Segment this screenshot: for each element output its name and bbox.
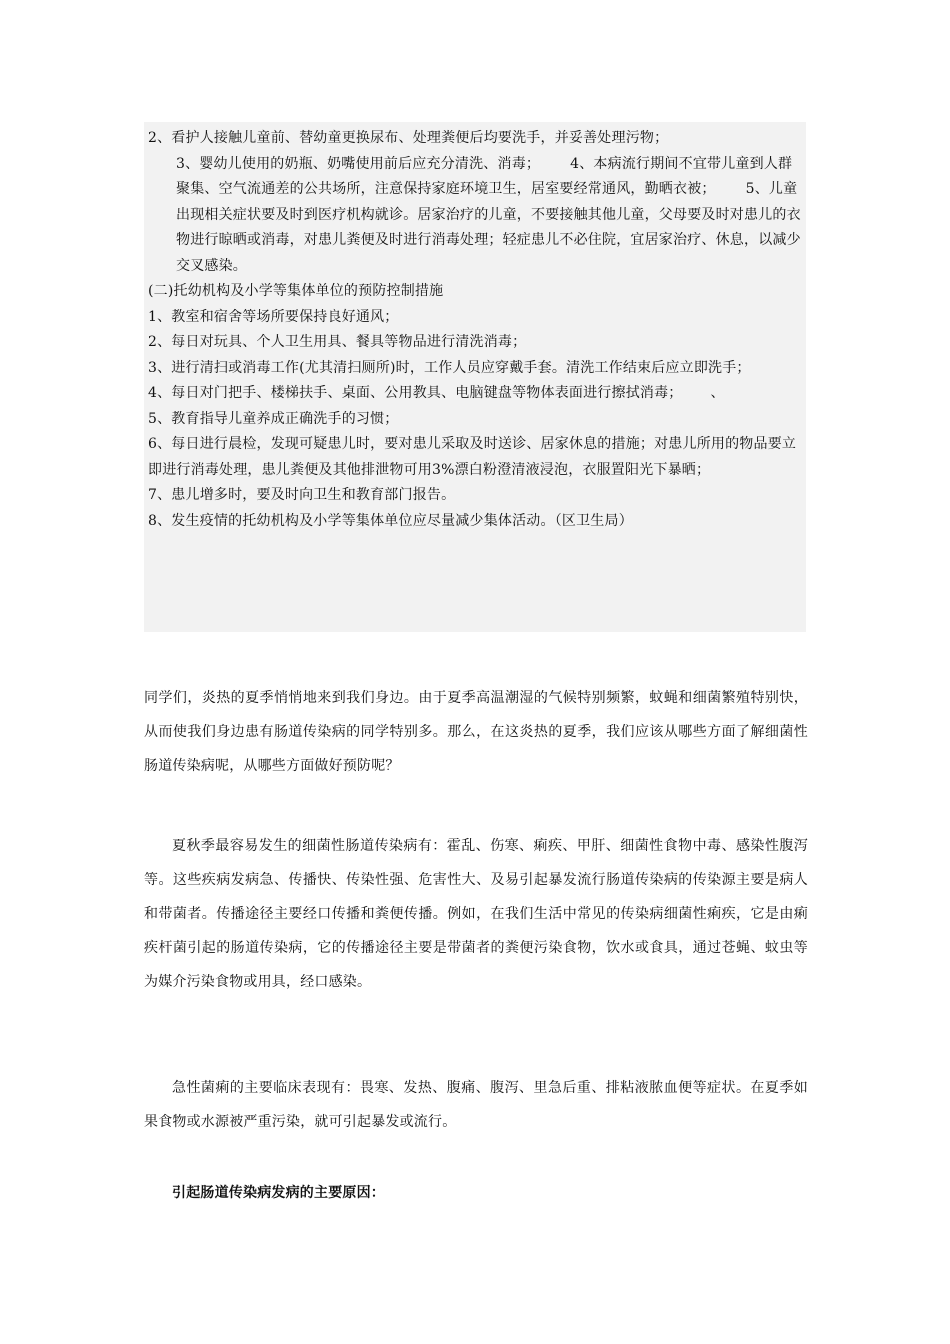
measure-line: 6、每日进行晨检，发现可疑患儿时，要对患儿采取及时送诊、居家休息的措施；对患儿所用的物品要立即进行消毒处理，患儿粪便及其他排泄物可用3%漂白粉澄清液浸泡，衣服置阳光下暴晒； <box>148 436 797 478</box>
measure-line: 4、每日对门把手、楼梯扶手、桌面、公用教具、电脑键盘等物体表面进行擦拭消毒； 、 <box>148 385 725 401</box>
paragraph-text: 夏秋季最容易发生的细菌性肠道传染病有：霍乱、伤寒、痢疾、甲肝、细菌性食物中毒、感染性腹泻等。这些疾病发病急、传播快、传染性强、危害性大、及易引起暴发流行肠道传染病的传染源主要是病人和带菌者。传播途径主要经口传播和粪便传播。例如，在我们生活中常见的传染病细菌性痢疾，它是由痢疾杆菌引起的肠道传染病，它的传播途径主要是带菌者的粪便污染食物，饮水或食具，通过苍蝇、蚊虫等为媒介污染食物或用具，经口感染。 <box>144 838 808 990</box>
prevention-measures-box <box>144 122 806 632</box>
measure-line: 2、每日对玩具、个人卫生用具、餐具等物品进行清洗消毒； <box>148 334 527 350</box>
measure-line: 8、发生疫情的托幼机构及小学等集体单位应尽量减少集体活动。（区卫生局） <box>148 512 633 529</box>
heading-text: 引起肠道传染病发病的主要原因： <box>172 1185 385 1201</box>
measure-line: 3、进行清扫或消毒工作(尤其清扫厕所)时，工作人员应穿戴手套。清洗工作结束后应立即洗手； <box>148 359 751 376</box>
article-heading-causes <box>144 1176 808 1210</box>
measure-line: 3、婴幼儿使用的奶瓶、奶嘴使用前后应充分清洗、消毒； 4、本病流行期间不宜带儿童到人群聚集、空气流通差的公共场所，注意保持家庭环境卫生，居室要经常通风，勤晒衣被； 5、儿童出现相关症状要及时到医疗机构就诊。居家治疗的儿童，不要接触其他儿童，父母要及时对患儿的衣物进行晾晒或消毒，对患儿粪便及时进行消毒处理；轻症患儿不必住院，宜居家治疗、休息，以减少交叉感染。 <box>176 155 801 274</box>
measure-line: 2、看护人接触儿童前、替幼童更换尿布、处理粪便后均要洗手，并妥善处理污物； <box>148 130 669 146</box>
article-paragraph-intro <box>144 681 808 783</box>
measure-line: 7、患儿增多时，要及时向卫生和教育部门报告。 <box>148 487 456 503</box>
paragraph-text: 同学们，炎热的夏季悄悄地来到我们身边。由于夏季高温潮湿的气候特别频繁，蚊蝇和细菌繁殖特别快，从而使我们身边患有肠道传染病的同学特别多。那么，在这炎热的夏季，我们应该从哪些方面了解细菌性肠道传染病呢，从哪些方面做好预防呢？ <box>144 690 808 774</box>
measure-line: 1、教室和宿舍等场所要保持良好通风； <box>148 308 399 325</box>
section-heading: (二)托幼机构及小学等集体单位的预防控制措施 <box>148 283 444 299</box>
measure-line: 5、教育指导儿童养成正确洗手的习惯； <box>148 410 399 427</box>
article-paragraph-symptoms <box>144 1071 808 1139</box>
paragraph-text: 急性菌痢的主要临床表现有：畏寒、发热、腹痛、腹泻、里急后重、排粘液脓血便等症状。在夏季如果食物或水源被严重污染，就可引起暴发或流行。 <box>144 1080 808 1130</box>
article-paragraph-diseases <box>144 829 808 999</box>
